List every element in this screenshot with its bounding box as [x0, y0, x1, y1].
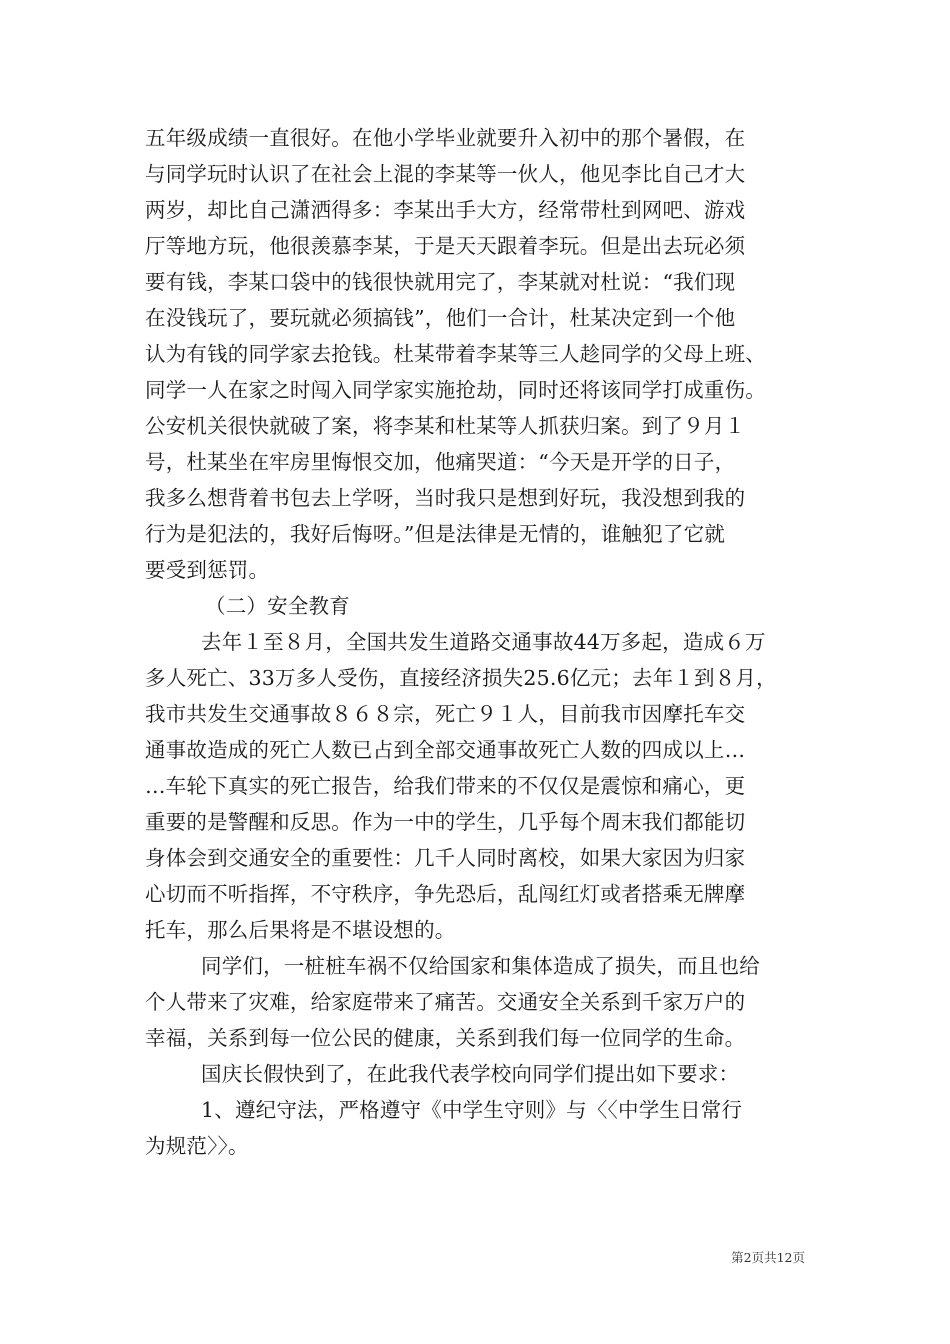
text-line: 认为有钱的同学家去抢钱。杜某带着李某等三人趁同学的父母上班、	[145, 342, 766, 366]
text-line: 国庆长假快到了，在此我代表学校向同学们提出如下要求：	[201, 1062, 740, 1086]
text-line: 在没钱玩了，要玩就必须搞钱”，他们一合计，杜某决定到一个他	[145, 306, 736, 330]
text-line: 托车，那么后果将是不堪设想的。	[145, 918, 456, 942]
body-text	[145, 120, 820, 1164]
text-line: 幸福，关系到每一位公民的健康，关系到我们每一位同学的生命。	[145, 1026, 746, 1050]
list-item: 1、遵纪守法，严格遵守《中学生守则》与〈〈中学生日常行	[201, 1098, 743, 1122]
section-heading: （二）安全教育	[205, 594, 350, 618]
text-line: 五年级成绩一直很好。在他小学毕业就要升入初中的那个暑假，在	[145, 126, 746, 150]
text-line: 同学们，一桩桩车祸不仅给国家和集体造成了损失，而且也给	[201, 954, 760, 978]
text-line: 为规范〉〉。	[145, 1134, 249, 1158]
text-line: 多人死亡、33万多人受伤，直接经济损失25.6亿元；去年１到８月，	[145, 666, 777, 690]
page-number: 第2页共12页	[731, 1250, 805, 1265]
text-line: 号，杜某坐在牢房里悔恨交加，他痛哭道：“今天是开学的日子，	[145, 450, 736, 474]
text-line: 与同学玩时认识了在社会上混的李某等一伙人，他见李比自己才大	[145, 162, 746, 186]
text-line: 心切而不听指挥，不守秩序，争先恐后，乱闯红灯或者搭乘无牌摩	[145, 882, 746, 906]
text-line: 同学一人在家之时闯入同学家实施抢劫，同时还将该同学打成重伤。	[145, 378, 766, 402]
text-line: 我多么想背着书包去上学呀，当时我只是想到好玩，我没想到我的	[145, 486, 746, 510]
text-line: 我市共发生交通事故８６８宗，死亡９１人，目前我市因摩托车交	[145, 702, 746, 726]
text-line: 两岁，却比自己潇洒得多：李某出手大方，经常带杜到网吧、游戏	[145, 198, 746, 222]
text-line: …车轮下真实的死亡报告，给我们带来的不仅仅是震惊和痛心，更	[145, 774, 746, 798]
text-line: 去年１至８月，全国共发生道路交通事故44万多起，造成６万	[201, 630, 766, 654]
text-line: 要受到惩罚。	[145, 558, 270, 582]
text-line: 个人带来了灾难，给家庭带来了痛苦。交通安全关系到千家万户的	[145, 990, 746, 1014]
text-line: 通事故造成的死亡人数已占到全部交通事故死亡人数的四成以上…	[145, 738, 746, 762]
text-line: 要有钱，李某口袋中的钱很快就用完了，李某就对杜说：“我们现	[145, 270, 736, 294]
text-line: 身体会到交通安全的重要性：几千人同时离校，如果大家因为归家	[145, 846, 746, 870]
text-line: 公安机关很快就破了案，将李某和杜某等人抓获归案。到了９月１	[145, 414, 746, 438]
text-line: 行为是犯法的，我好后悔呀。”但是法律是无情的，谁触犯了它就	[145, 522, 726, 546]
text-line: 重要的是警醒和反思。作为一中的学生，几乎每个周末我们都能切	[145, 810, 746, 834]
text-line: 厅等地方玩，他很羡慕李某，于是天天跟着李玩。但是出去玩必须	[145, 234, 746, 258]
